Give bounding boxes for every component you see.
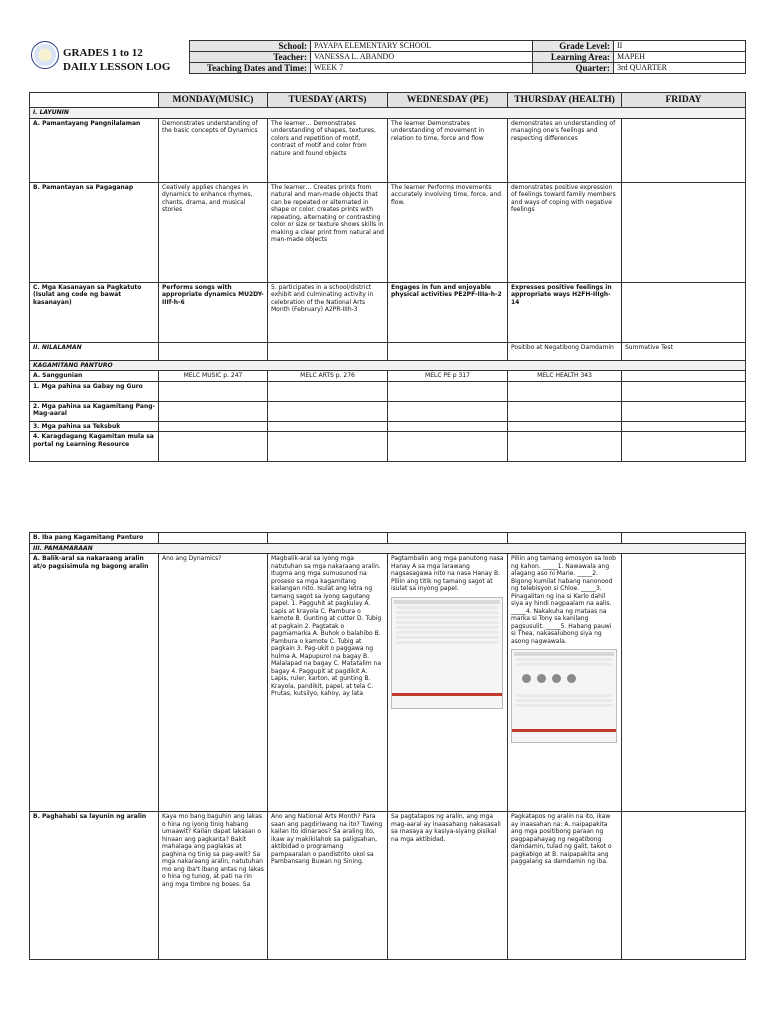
lesson-log-title-block	[29, 40, 189, 74]
section-pamamaraan: III. PAMAMARAAN	[30, 543, 746, 554]
school-value: PAYAPA ELEMENTARY SCHOOL	[311, 41, 533, 52]
cell-b-friday	[622, 182, 746, 282]
corner-cell	[30, 93, 159, 108]
emotion-face-icon	[537, 674, 546, 683]
row-label-paghahabi: B. Paghahabi sa layunin ng aralin	[30, 812, 159, 960]
cell-a-tuesday: The learner… Demonstrates understanding of shapes, textures, colors and repetition of motif, contrast of motif and color from nature and found objects	[268, 118, 388, 182]
row-label-kasanayan-sa-pagkatuto: C. Mga Kasanayan sa Pagkatuto (Isulat ang code ng bawat kasanayan)	[30, 282, 159, 342]
row-label-pamantayang-pangnilalaman: A. Pamantayang Pangnilalaman	[30, 118, 159, 182]
teacher-value: VANESSA L. ABANDO	[311, 52, 533, 63]
row-label-iba-pang-kagamitan: B. Iba pang Kagamitang Panturo	[30, 533, 159, 544]
cell-c-tuesday: 5. participates in a school/district exhibit and culminating activity in celebration of the National Arts Month (February) A2PR-IIIh-3	[268, 282, 388, 342]
cell-paghahabi-monday: Kaya mo bang baguhin ang lakas o hina ng iyong tinig habang umaawit? Kailan dapat lakasan o hinaan ang pagkanta? Bakit mahalaga ang paglakas at paghina ng tinig sa pag-awit? Sa mga nakaraang aralin, natutuhan mo ang iba't ibang antas ng lakas o hina ng tunog, at pati na rin ang mga timbre ng boses. Sa	[159, 812, 268, 960]
row-label-teksbuk: 3. Mga pahina sa Teksbuk	[30, 421, 159, 432]
grade-level-value: II	[614, 41, 746, 52]
teacher-label: Teacher:	[190, 52, 311, 63]
cell-c-thursday: Expresses positive feelings in appropriate ways H2FH-IIIgh-14	[508, 282, 622, 342]
row-label-sanggunian: A. Sanggunian	[30, 371, 159, 382]
cell-a-thursday: demonstrates an understanding of managing one's feelings and respecting differences	[508, 118, 622, 182]
cell-sanggunian-monday: MELC MUSIC p. 247	[159, 371, 268, 382]
cell-balik-monday: Ano ang Dynamics?	[159, 554, 268, 812]
day-header-monday: MONDAY(MUSIC)	[159, 93, 268, 108]
cell-b-thursday: demonstrates positive expression of feelings toward family members and ways of coping with negative feelings	[508, 182, 622, 282]
emotion-worksheet-image	[511, 649, 617, 743]
cell-nilalaman-friday: Summative Test	[622, 342, 746, 360]
cell-paghahabi-tuesday: Ano ang National Arts Month? Para saan ang pagdiriwang na ito? Tuwing kailan ito idinaraos? Sa araling ito, ikaw ay makikilahok sa paligsahan, aktibidad o programang pampaaralan o pandistrito ukol sa Pambansang Buwan ng Sining.	[268, 812, 388, 960]
school-label: School:	[190, 41, 311, 52]
cell-balik-wednesday-text: Pagtambalin ang mga panutong nasa Hanay A sa mga larawang nagsasagawa nito na nasa Hanay B. Piliin ang titik ng tamang sagot at isulat sa inyong papel.	[391, 555, 504, 592]
cell-balik-tuesday: Magbalik-aral sa iyong mga natutuhan sa mga nakaraang aralin. Itugma ang mga sumusunod na proseso sa mga kagamitang kailangan nito. Isulat ang letra ng tamang sagot sa iyong sagutang papel. 1. Pagguhit at pagkulay A. Lapis at krayola C. Pambura o kamote B. Gunting at cutter D. Tubig at pagkain 2. Pagtatak o pagmamarka A. Buhok o balahibo B. Pambura o kamote C. Tubig at pagkain 3. Pag-ukit o paggawa ng hulma A. Mapupurol na bagay B. Malalapad na bagay C. Matatalim na bagay 4. Paggupit at pagdikit A. Lapis, ruler, karton, at gunting B. Krayola, pandikit, papel, at tela C. Prutas, kutsilyo, kahoy, ay lata	[268, 554, 388, 812]
cell-balik-wednesday	[388, 554, 508, 812]
cell-a-friday	[622, 118, 746, 182]
cell-sanggunian-wednesday: MELC PE p 317	[388, 371, 508, 382]
learning-area-value: MAPEH	[614, 52, 746, 63]
cell-sanggunian-thursday: MELC HEALTH 343	[508, 371, 622, 382]
quarter-value: 3rd QUARTER	[614, 63, 746, 74]
day-header-thursday: THURSDAY (HEALTH)	[508, 93, 622, 108]
cell-nilalaman-thursday: Positibo at Negatibong Damdamin	[508, 342, 622, 360]
worksheet-screenshot-image	[391, 597, 503, 709]
cell-a-monday: Demonstrates understanding of the basic concepts of Dynamics	[159, 118, 268, 182]
cell-balik-friday	[622, 554, 746, 812]
section-kagamitang-panturo: KAGAMITANG PANTURO	[30, 360, 746, 371]
learning-area-label: Learning Area:	[533, 52, 614, 63]
cell-nilalaman-wednesday	[388, 342, 508, 360]
cell-b-monday: Ceatively applies changes in dynamics to enhance rhymes, chants, drama, and musical stories	[159, 182, 268, 282]
cell-paghahabi-friday	[622, 812, 746, 960]
header-info-table	[189, 40, 746, 74]
row-label-kagamitang-pang-mag-aaral: 2. Mga pahina sa Kagamitang Pang-Mag-aaral	[30, 401, 159, 421]
grade-level-label: Grade Level:	[533, 41, 614, 52]
teaching-dates-label: Teaching Dates and Time:	[190, 63, 311, 74]
section-layunin: I. LAYUNIN	[30, 108, 746, 119]
row-label-pamantayan-sa-pagaganap: B. Pamantayan sa Pagaganap	[30, 182, 159, 282]
cell-sanggunian-tuesday: MELC ARTS p. 276	[268, 371, 388, 382]
day-header-wednesday: WEDNESDAY (PE)	[388, 93, 508, 108]
cell-a-wednesday: The learner Demonstrates understanding of movement in relation to time, force and flow	[388, 118, 508, 182]
cell-paghahabi-wednesday: Sa pagtatapos ng aralin, ang mga mag-aaral ay inaasahang nakasasali sa masaya ay kasiya-siyang pisikal na mga aktibidad.	[388, 812, 508, 960]
lesson-plan-table-1	[29, 92, 746, 462]
emotion-face-icon	[522, 674, 531, 683]
day-header-friday: FRIDAY	[622, 93, 746, 108]
cell-sanggunian-friday	[622, 371, 746, 382]
cell-c-friday	[622, 282, 746, 342]
cell-c-monday: Performs songs with appropriate dynamics MU2DY-IIIf-h-6	[159, 282, 268, 342]
title-line-2: DAILY LESSON LOG	[63, 61, 171, 73]
cell-b-wednesday: The learner Performs movements accurately involving time, force, and flow.	[388, 182, 508, 282]
day-header-tuesday: TUESDAY (ARTS)	[268, 93, 388, 108]
cell-nilalaman-monday	[159, 342, 268, 360]
row-label-balik-aral: A. Balik-aral sa nakaraang aralin at/o pagsisimula ng bagong aralin	[30, 554, 159, 812]
quarter-label: Quarter:	[533, 63, 614, 74]
teaching-dates-value: WEEK 7	[311, 63, 533, 74]
title-line-1: GRADES 1 to 12	[63, 47, 143, 59]
cell-nilalaman-tuesday	[268, 342, 388, 360]
cell-balik-thursday-text: Piliin ang tamang emosyon sa loob ng kahon. _____1. Nawawala ang alagang aso ni Marie. _____2. Bigong kumilat habang nanonood ng telebisyon si Chloe. _____3. Pinagalitan ng ina si Karlo dahil siya ay hindi nagpaalam na aalis. _____4. Nakakuha ng mataas na marka si Tony sa kanilang pagsusulit. _____5. Habang pauwi si Thea, nakasalubong siya ng asong nagwawala.	[511, 555, 616, 645]
lesson-plan-table-2	[29, 532, 746, 960]
cell-paghahabi-thursday: Pagkatapos ng aralin na ito, ikaw ay inaasahan na: A. naipapakita ang mga positibong paraan ng pagpapahayag ng negatibong damdamin, tulad ng galit, takot o pagkabigo at B. naipapakita ang paggalang sa damdamin ng iba.	[508, 812, 622, 960]
section-nilalaman: II. NILALAMAN	[30, 342, 159, 360]
cell-c-wednesday: Engages in fun and enjoyable physical activities PE2PF-IIIa-h-2	[388, 282, 508, 342]
emotion-face-icon	[567, 674, 576, 683]
cell-b-tuesday: The learner… Creates prints from natural and man-made objects that can be repeated or alternated in shape or color. creates prints with repeating, alternating or contrasting color or size or texture shows skills in making a clear print from natural and man-made objects	[268, 182, 388, 282]
cell-balik-thursday	[508, 554, 622, 812]
row-label-karagdagang-kagamitan: 4. Karagdagang Kagamitan mula sa portal ng Learning Resource	[30, 432, 159, 462]
deped-seal-icon	[31, 41, 59, 69]
emotion-face-icon	[552, 674, 561, 683]
row-label-gabay-ng-guro: 1. Mga pahina sa Gabay ng Guro	[30, 381, 159, 401]
